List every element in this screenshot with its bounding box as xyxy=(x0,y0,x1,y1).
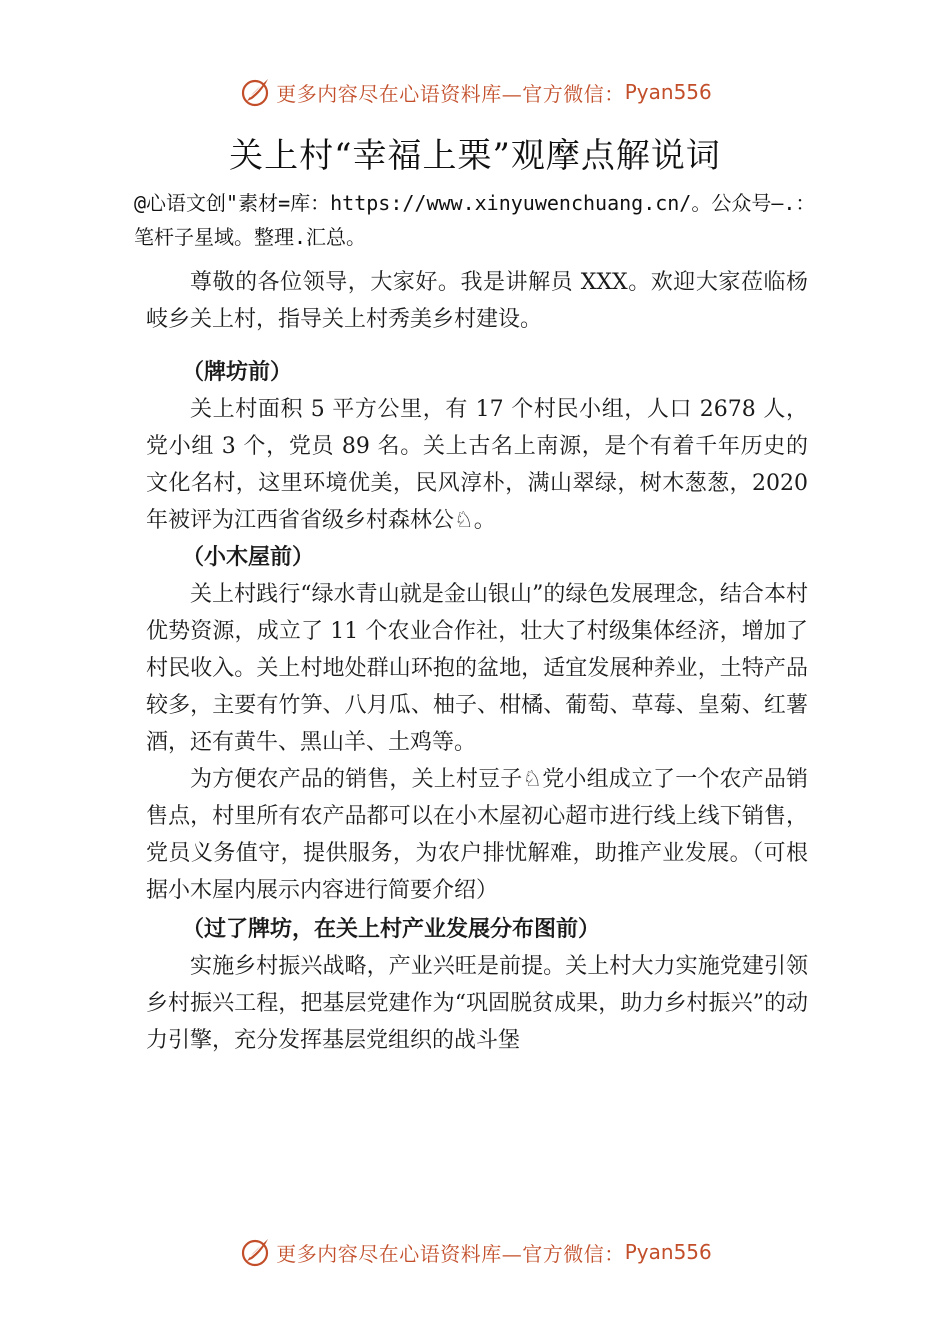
section-heading: （牌坊前） xyxy=(182,360,293,385)
footer-banner xyxy=(0,1232,950,1272)
document-body xyxy=(146,264,808,1059)
section-paragraph: 关上村践行“绿水青山就是金山银山”的绿色发展理念，结合本村优势资源，成立了 11 个农业合作社，壮大了村级集体经济，增加了村民收入。关上村地处群山环抱的盆地，适宜发展种养业，土特产品较多，主要有竹笋、八月瓜、柚子、柑橘、葡萄、草莓、皇菊、红薯酒，还有黄牛、黑山羊、土鸡等。 xyxy=(146,582,808,755)
banner-text: 更多内容尽在心语资料库—官方微信： xyxy=(276,81,625,106)
section-heading: （过了牌坊，在关上村产业发展分布图前） xyxy=(182,917,601,942)
page-title: 关上村“幸福上栗”观摩点解说词 xyxy=(229,136,721,176)
intro-paragraph: 尊敬的各位领导，大家好。我是讲解员 XXX。欢迎大家莅临杨岐乡关上村，指导关上村秀美乡村建设。 xyxy=(146,270,808,332)
banner-wechat-id: Pyan556 xyxy=(624,1240,712,1264)
quill-leaf-logo xyxy=(238,1235,272,1269)
banner-text: 更多内容尽在心语资料库—官方微信： xyxy=(276,1241,625,1266)
section-paragraph: 关上村面积 5 平方公里，有 17 个村民小组，人口 2678 人，党小组 3 个，党员 89 名。关上古名上南源，是个有着千年历史的文化名村，这里环境优美，民风淳朴，满山翠绿，树木葱葱，2020 年被评为江西省省级乡村森林公♘。 xyxy=(146,397,808,533)
banner-wechat-id: Pyan556 xyxy=(624,80,712,104)
source-line: @心语文创"素材=库：https://www.xinyuwenchuang.cn/。公众号—.：笔杆子星域。整理.汇总。 xyxy=(134,191,816,249)
section-paragraph: 为方便农产品的销售，关上村豆子♘党小组成立了一个农产品销售点，村里所有农产品都可以在小木屋初心超市进行线上线下销售，党员义务值守，提供服务，为农户排忧解难，助推产业发展。（可根据小木屋内展示内容进行简要介绍） xyxy=(146,767,808,903)
section-heading: （小木屋前） xyxy=(182,545,315,570)
section-paragraph: 实施乡村振兴战略，产业兴旺是前提。关上村大力实施党建引领乡村振兴工程，把基层党建作为“巩固脱贫成果，助力乡村振兴”的动力引擎，充分发挥基层党组织的战斗堡 xyxy=(146,954,808,1053)
quill-leaf-logo xyxy=(238,75,272,109)
header-banner xyxy=(0,72,950,112)
